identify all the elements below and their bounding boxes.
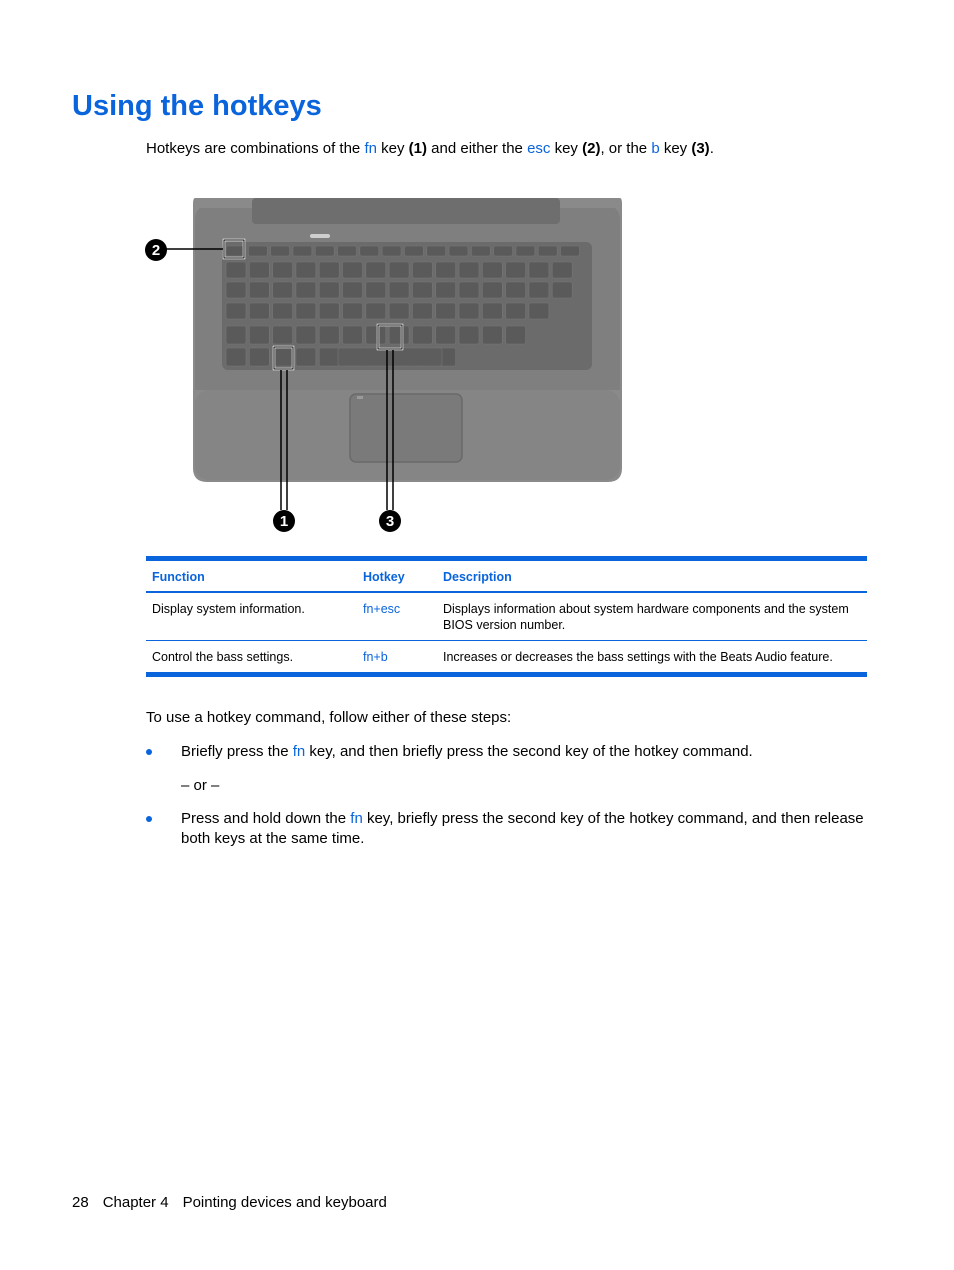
chapter-label: Chapter 4 (102, 1194, 169, 1211)
step-text-part: Press and hold down the (181, 810, 351, 827)
row-hotkey: fn+b (363, 650, 388, 664)
intro-text: and either the (427, 140, 528, 157)
step-text (181, 742, 866, 762)
intro-text: key (550, 140, 583, 157)
row-description: Displays information about system hardware components and the system BIOS version number. (437, 592, 867, 641)
callout-1 (273, 510, 295, 532)
table-row (146, 641, 867, 675)
callout-2 (145, 239, 167, 261)
intro-paragraph (146, 140, 714, 158)
svg-text:2: 2 (151, 242, 161, 259)
fn-key-term: fn (350, 810, 363, 827)
intro-text: . (709, 140, 714, 157)
table-row (146, 592, 867, 641)
callout-ref-3: (3) (691, 140, 710, 157)
b-key-term: b (651, 140, 660, 157)
intro-text: key (659, 140, 692, 157)
row-description: Increases or decreases the bass settings with the Beats Audio feature. (443, 650, 833, 664)
bullet-icon (146, 749, 152, 755)
row-function: Display system information. (146, 592, 357, 641)
fn-key-term: fn (364, 140, 377, 157)
keyboard-figure (140, 190, 630, 540)
intro-text: key (376, 140, 409, 157)
chapter-title: Pointing devices and keyboard (182, 1194, 387, 1211)
step-text-part: key, and then briefly press the second key of the hotkey command. (305, 743, 753, 760)
svg-text:1: 1 (279, 513, 289, 530)
header-hotkey: Hotkey (357, 559, 437, 593)
fn-key-term: fn (292, 743, 306, 760)
row-function: Control the bass settings. (152, 650, 294, 664)
step-text-part: Briefly press the (181, 743, 293, 760)
step-text-part: key, briefly press the second key of the hotkey command, and then release both keys at the same time. (181, 810, 864, 847)
intro-text: , or the (600, 140, 652, 157)
list-item (146, 742, 866, 762)
table-header-row (146, 559, 867, 593)
callout-3 (379, 510, 401, 532)
bullet-icon (146, 816, 152, 822)
steps-intro: To use a hotkey command, follow either of these steps: (146, 709, 512, 726)
page-number: 28 (72, 1194, 89, 1211)
header-description: Description (437, 559, 867, 593)
callout-ref-1: (1) (408, 140, 427, 157)
list-item (146, 809, 866, 849)
keyboard-illustration (140, 190, 630, 540)
hotkeys-table (146, 556, 867, 677)
header-function: Function (146, 559, 357, 593)
page-footer (72, 1194, 401, 1211)
esc-key-term: esc (527, 140, 551, 157)
or-separator: – or – (181, 777, 220, 794)
row-hotkey: fn+esc (357, 592, 437, 641)
callout-ref-2: (2) (582, 140, 601, 157)
step-text (181, 809, 866, 849)
svg-text:3: 3 (385, 513, 395, 530)
intro-text: Hotkeys are combinations of the (146, 140, 365, 157)
page-title: Using the hotkeys (72, 90, 322, 122)
